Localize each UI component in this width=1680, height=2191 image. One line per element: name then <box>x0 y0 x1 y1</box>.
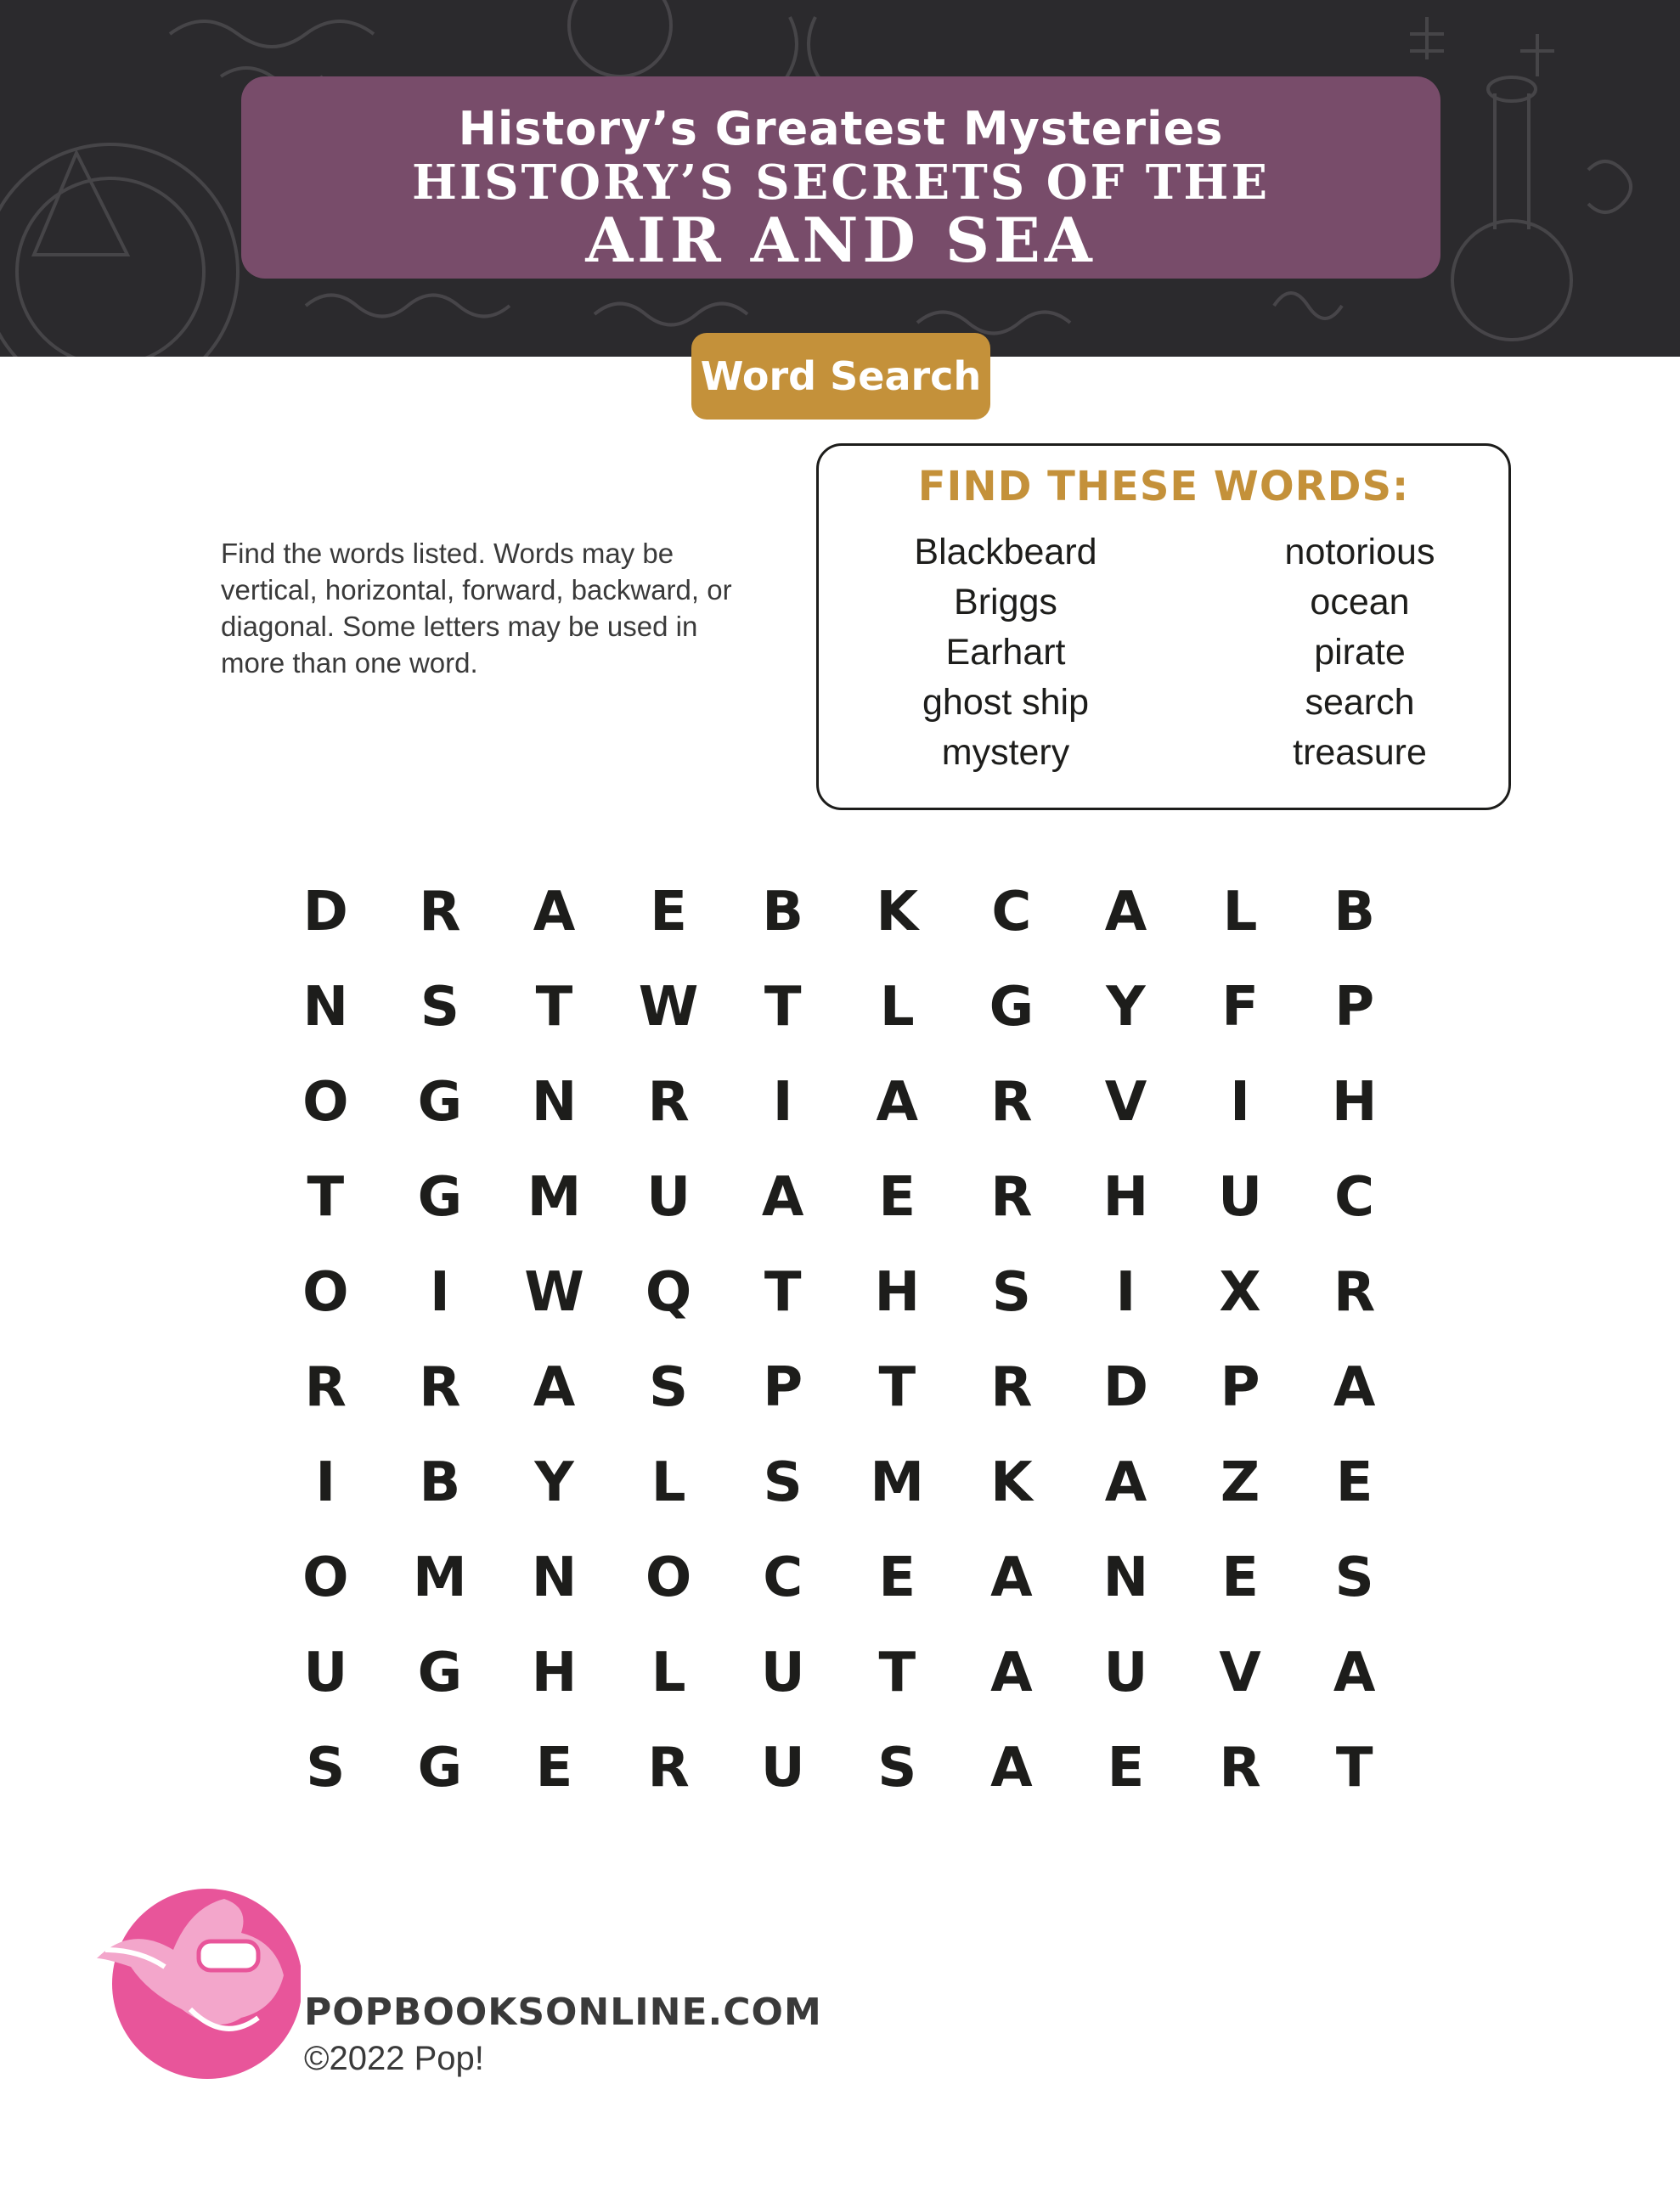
word-item: search <box>1305 682 1415 723</box>
activity-tab: Word Search <box>691 333 990 420</box>
grid-letter: I <box>1115 1261 1136 1324</box>
grid-letter: R <box>990 1356 1033 1419</box>
grid-letter: O <box>302 1546 349 1609</box>
grid-letter: L <box>879 976 915 1039</box>
grid-letter: U <box>760 1737 805 1800</box>
grid-letter: I <box>772 1071 793 1134</box>
grid-letter: A <box>1333 1356 1376 1419</box>
grid-letter: C <box>1334 1166 1375 1229</box>
grid-letter: R <box>1333 1261 1376 1324</box>
grid-letter: H <box>531 1642 578 1704</box>
word-item: Earhart <box>945 632 1066 673</box>
grid-letter: T <box>878 1356 916 1419</box>
word-item: Blackbeard <box>914 532 1097 572</box>
grid-letter: U <box>760 1642 805 1704</box>
grid-letter: T <box>764 976 802 1039</box>
pop-kangaroo-logo-icon <box>88 1873 301 2086</box>
grid-letter: G <box>989 976 1034 1039</box>
grid-letter: A <box>533 881 576 943</box>
grid-letter: R <box>647 1071 690 1134</box>
grid-letter: R <box>1219 1737 1261 1800</box>
grid-letter: U <box>303 1642 348 1704</box>
grid-letter: T <box>878 1642 916 1704</box>
grid-letter: U <box>1103 1642 1148 1704</box>
grid-letter: T <box>1335 1737 1373 1800</box>
grid-letter: A <box>533 1356 576 1419</box>
grid-letter: S <box>991 1261 1031 1324</box>
series-title: History’s Greatest Mysteries <box>458 102 1224 155</box>
grid-letter: Z <box>1220 1451 1260 1514</box>
word-list-box <box>816 443 1511 810</box>
grid-letter: R <box>304 1356 347 1419</box>
word-item: ocean <box>1310 582 1410 622</box>
grid-letter: S <box>877 1737 917 1800</box>
grid-letter: B <box>1333 881 1376 943</box>
grid-letter: I <box>315 1451 336 1514</box>
word-item: mystery <box>941 732 1070 773</box>
grid-letter: R <box>647 1737 690 1800</box>
word-item: Briggs <box>954 582 1057 622</box>
grid-letter: P <box>1220 1356 1260 1419</box>
grid-letter: C <box>763 1546 803 1609</box>
grid-letter: R <box>990 1166 1033 1229</box>
grid-letter: C <box>991 881 1032 943</box>
grid-letter: W <box>638 976 699 1039</box>
grid-letter: G <box>417 1737 463 1800</box>
grid-letter: L <box>1222 881 1258 943</box>
grid-letter: V <box>1219 1642 1261 1704</box>
grid-letter: T <box>764 1261 802 1324</box>
word-item: treasure <box>1293 732 1427 773</box>
book-title-line2: AIR AND SEA <box>585 204 1097 276</box>
grid-letter: G <box>417 1166 463 1229</box>
grid-letter: G <box>417 1642 463 1704</box>
grid-letter: O <box>645 1546 692 1609</box>
grid-letter: Y <box>534 1451 574 1514</box>
grid-letter: B <box>762 881 804 943</box>
grid-letter: K <box>990 1451 1033 1514</box>
grid-letter: H <box>1102 1166 1149 1229</box>
grid-letter: A <box>1333 1642 1376 1704</box>
grid-letter: S <box>1334 1546 1374 1609</box>
book-title-line1: HISTORY’S SECRETS OF THE <box>411 155 1271 211</box>
grid-letter: P <box>763 1356 803 1419</box>
grid-letter: I <box>1230 1071 1250 1134</box>
grid-letter: S <box>306 1737 346 1800</box>
grid-letter: T <box>535 976 573 1039</box>
grid-letter: S <box>649 1356 689 1419</box>
grid-letter: U <box>646 1166 691 1229</box>
grid-letter: E <box>878 1166 916 1229</box>
website-link[interactable]: POPBOOKSONLINE.COM <box>304 1991 822 2034</box>
grid-letter: X <box>1219 1261 1261 1324</box>
word-list-heading: FIND THESE WORDS: <box>917 463 1410 510</box>
grid-letter: D <box>302 881 348 943</box>
grid-letter: M <box>527 1166 582 1229</box>
grid-letter: A <box>1104 881 1147 943</box>
grid-letter: K <box>876 881 919 943</box>
grid-letter: U <box>1218 1166 1263 1229</box>
grid-letter: A <box>876 1071 919 1134</box>
grid-letter: V <box>1104 1071 1147 1134</box>
grid-letter: A <box>761 1166 804 1229</box>
grid-letter: L <box>651 1451 686 1514</box>
grid-letter: L <box>651 1642 686 1704</box>
grid-letter: E <box>650 881 687 943</box>
grid-letter: G <box>417 1071 463 1134</box>
instructions-text: Find the words listed. Words may be vertical, horizontal, forward, backward, or diagonal. Some letters may be used in more than one word. <box>221 538 732 679</box>
grid-letter: P <box>1334 976 1375 1039</box>
grid-letter: M <box>413 1546 467 1609</box>
grid-letter: N <box>302 976 349 1039</box>
grid-letter: Q <box>645 1261 692 1324</box>
grid-letter: N <box>531 1546 578 1609</box>
word-search-grid <box>268 865 1412 1816</box>
grid-letter: A <box>990 1737 1033 1800</box>
grid-letter: H <box>874 1261 921 1324</box>
grid-letter: N <box>531 1071 578 1134</box>
grid-letter: D <box>1102 1356 1149 1419</box>
grid-letter: E <box>1107 1737 1145 1800</box>
word-list-right-column <box>1207 527 1513 778</box>
word-item: ghost ship <box>922 682 1090 723</box>
grid-letter: W <box>524 1261 584 1324</box>
grid-letter: H <box>1331 1071 1378 1134</box>
header-band <box>0 0 1680 357</box>
grid-letter: Y <box>1106 976 1146 1039</box>
grid-letter: I <box>429 1261 450 1324</box>
grid-letter: T <box>307 1166 345 1229</box>
grid-letter: F <box>1221 976 1259 1039</box>
grid-letter: A <box>990 1546 1033 1609</box>
grid-letter: E <box>1335 1451 1373 1514</box>
grid-letter: B <box>419 1451 461 1514</box>
word-item: notorious <box>1284 532 1435 572</box>
grid-letter: A <box>1104 1451 1147 1514</box>
word-list-left-column <box>853 527 1159 778</box>
grid-letter: R <box>990 1071 1033 1134</box>
grid-letter: O <box>302 1261 349 1324</box>
word-item: pirate <box>1314 632 1406 673</box>
grid-letter: R <box>419 881 461 943</box>
grid-letter: E <box>1221 1546 1259 1609</box>
copyright-text: ©2022 Pop! <box>304 2040 484 2077</box>
grid-letter: R <box>419 1356 461 1419</box>
grid-letter: O <box>302 1071 349 1134</box>
grid-letter: M <box>870 1451 925 1514</box>
title-banner <box>241 76 1440 279</box>
grid-letter: S <box>763 1451 803 1514</box>
grid-letter: A <box>990 1642 1033 1704</box>
grid-letter: S <box>420 976 459 1039</box>
grid-letter: E <box>535 1737 573 1800</box>
grid-letter: E <box>878 1546 916 1609</box>
grid-letter: N <box>1102 1546 1149 1609</box>
